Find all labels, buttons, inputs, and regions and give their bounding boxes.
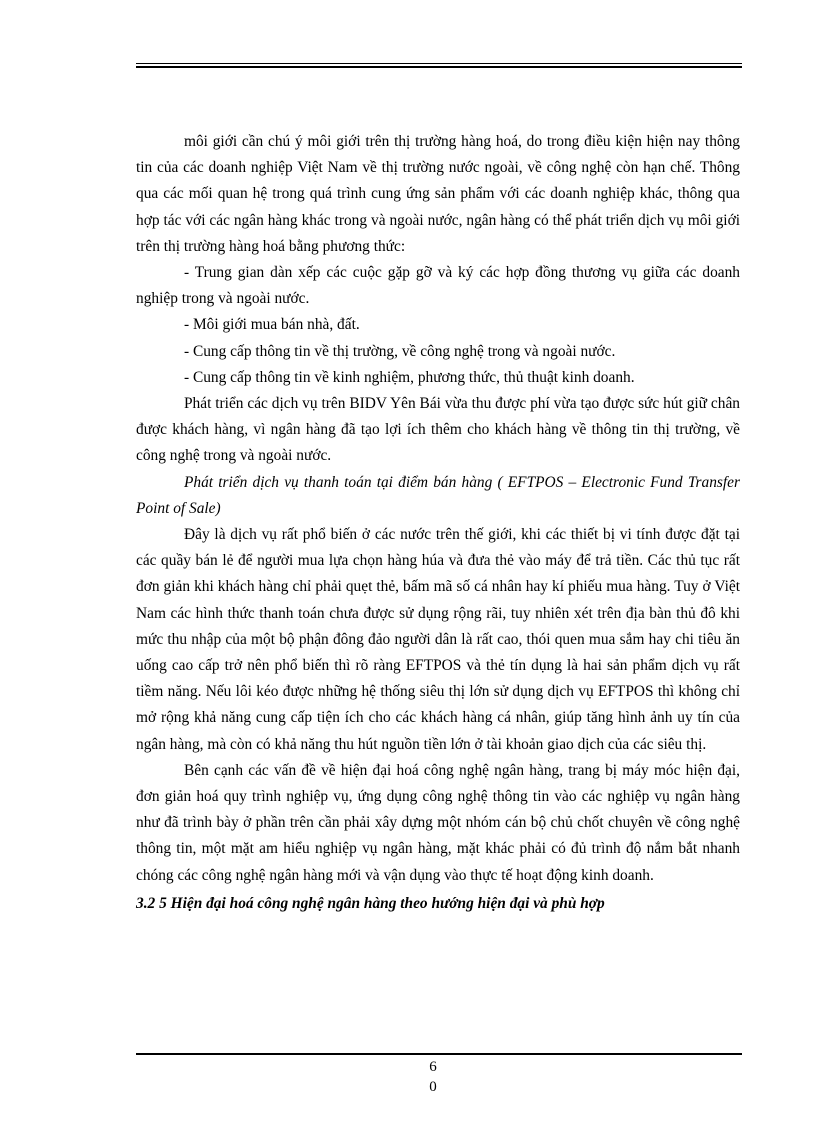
page-number-line-2: 0 xyxy=(429,1079,437,1095)
paragraph: Phát triển các dịch vụ trên BIDV Yên Bái vừa thu được phí vừa tạo được sức hút giữ chân được khách hàng, vì ngân hàng đã tạo lợi ích thêm cho khách hàng về thông tin thị trường, về công nghệ trong và ngoài nước. xyxy=(136,395,740,465)
page-number-line-1: 6 xyxy=(429,1059,437,1075)
document-body xyxy=(136,129,740,917)
list-item: - Môi giới mua bán nhà, đất. xyxy=(184,316,360,334)
list-item: - Trung gian dàn xếp các cuộc gặp gỡ và ký các hợp đồng thương vụ giữa các doanh nghiệp trong và ngoài nước. xyxy=(136,264,740,308)
paragraph: môi giới cần chú ý môi giới trên thị trường hàng hoá, do trong điều kiện hiện nay thông tin của các doanh nghiệp Việt Nam về thị trường nước ngoài, về công nghệ còn hạn chế. Thông qua các mối quan hệ trong quá trình cung ứng sản phẩm với các doanh nghiệp khác, thông qua hợp tác với các ngân hàng khác trong và ngoài nước, ngân hàng có thể phát triển dịch vụ môi giới trên thị trường hàng hoá bằng phương thức: xyxy=(136,133,740,255)
paragraph: Bên cạnh các vấn đề về hiện đại hoá công nghệ ngân hàng, trang bị máy móc hiện đại, đơn giản hoá quy trình nghiệp vụ, ứng dụng công nghệ thông tin vào các nghiệp vụ ngân hàng như đã trình bày ở phần trên cần phải xây dựng một nhóm cán bộ chủ chốt chuyên về công nghệ thông tin, một mặt am hiểu nghiệp vụ ngân hàng, mặt khác phải có đủ trình độ nắm bắt nhanh chóng các công nghệ ngân hàng mới và vận dụng vào thực tế hoạt động kinh doanh. xyxy=(136,761,740,884)
footer-rule xyxy=(136,1053,742,1055)
list-item: - Cung cấp thông tin về kinh nghiệm, phương thức, thủ thuật kinh doanh. xyxy=(184,368,635,386)
paragraph: Đây là dịch vụ rất phổ biến ở các nước trên thế giới, khi các thiết bị vi tính được đặt tại các quầy bán lẻ để người mua lựa chọn hàng húa và đưa thẻ vào máy để trả tiền. Các thủ tục rất đơn giản khi khách hàng chỉ phải quẹt thẻ, bấm mã số cá nhân hay kí phiếu mua hàng. Tuy ở Việt Nam các hình thức thanh toán chưa được sử dụng rộng rãi, tuy nhiên xét trên địa bàn thủ đô khi mức thu nhập của một bộ phận đông đảo người dân là rất cao, thói quen mua sắm hay chi tiêu ăn uống cao cấp trở nên phổ biến thì rõ ràng EFTPOS và thẻ tín dụng là hai sản phẩm dịch vụ rất tiềm năng. Nếu lôi kéo được những hệ thống siêu thị lớn sử dụng dịch vụ EFTPOS thì không chỉ mở rộng khả năng cung cấp tiện ích cho các khách hàng cá nhân, giúp tăng hình ảnh uy tín của ngân hàng, mà còn có khả năng thu hút nguồn tiền lớn ở tài khoản giao dịch của các siêu thị. xyxy=(136,526,740,753)
section-heading: 3.2 5 Hiện đại hoá công nghệ ngân hàng theo hướng hiện đại và phù hợp xyxy=(136,894,605,912)
subheading: Phát triển dịch vụ thanh toán tại điểm bán hàng ( EFTPOS – Electronic Fund Transfer Point of Sale) xyxy=(136,473,740,517)
page-number xyxy=(0,1057,816,1097)
header-rule xyxy=(136,63,742,68)
list-item: - Cung cấp thông tin về thị trường, về công nghệ trong và ngoài nước. xyxy=(184,342,616,360)
